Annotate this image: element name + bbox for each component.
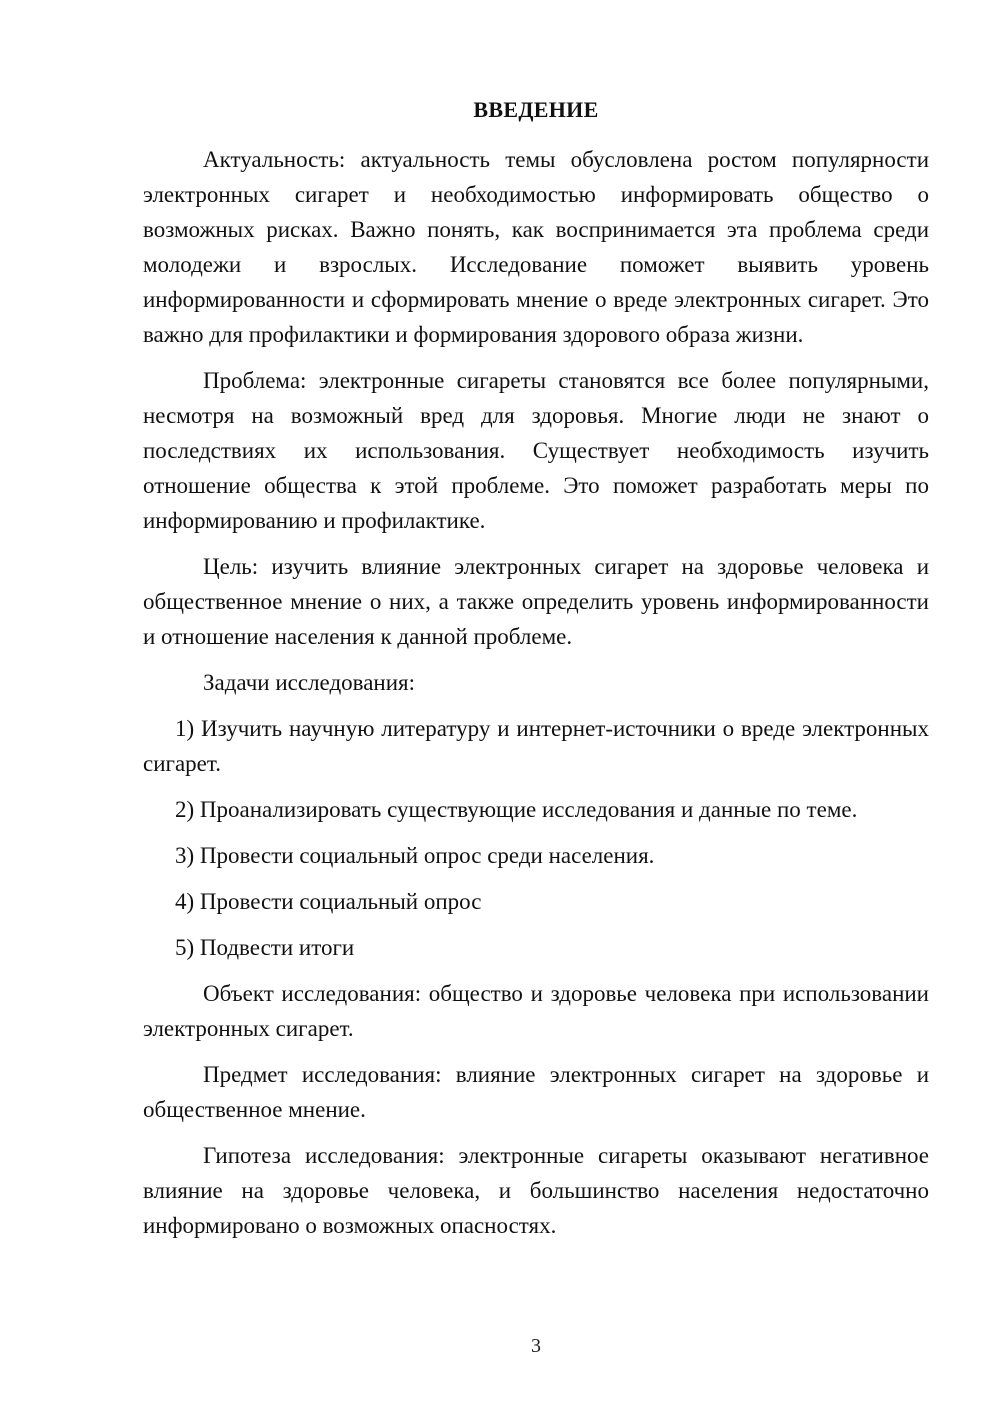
- page-number: 3: [531, 1335, 541, 1357]
- task-item: 3) Провести социальный опрос среди населения.: [175, 843, 655, 868]
- paragraph-relevance: Актуальность: актуальность темы обусловлена ростом популярности электронных сигарет и необходимостью информировать общество о возможных рисках. Важно понять, как воспринимается эта проблема среди молодежи и взрослых. Исследование поможет выявить уровень информированности и сформировать мнение о вреде электронных сигарет. Это важно для профилактики и формирования здорового образа жизни.: [143, 147, 929, 347]
- task-item: 2) Проанализировать существующие исследования и данные по теме.: [175, 797, 858, 822]
- paragraph-subject: Предмет исследования: влияние электронных сигарет на здоровье и общественное мнение.: [143, 1062, 929, 1122]
- task-item: 1) Изучить научную литературу и интернет-источники о вреде электронных сигарет.: [143, 716, 929, 776]
- paragraph-problem: Проблема: электронные сигареты становятся все более популярными, несмотря на возможный вред для здоровья. Многие люди не знают о последствиях их использования. Существует необходимость изучить отношение общества к этой проблеме. Это поможет разработать меры по информированию и профилактике.: [143, 368, 929, 533]
- tasks-heading: Задачи исследования:: [203, 670, 416, 695]
- task-item: 5) Подвести итоги: [175, 935, 355, 960]
- paragraph-hypothesis: Гипотеза исследования: электронные сигареты оказывают негативное влияние на здоровье человека, и большинство населения недостаточно информировано о возможных опасностях.: [143, 1143, 929, 1238]
- paragraph-goal: Цель: изучить влияние электронных сигарет на здоровье человека и общественное мнение о них, а также определить уровень информированности и отношение населения к данной проблеме.: [143, 554, 929, 649]
- task-item: 4) Провести социальный опрос: [175, 889, 482, 914]
- paragraph-object: Объект исследования: общество и здоровье человека при использовании электронных сигарет.: [143, 981, 929, 1041]
- section-title: ВВЕДЕНИЕ: [473, 97, 599, 122]
- document-body: [143, 142, 929, 1243]
